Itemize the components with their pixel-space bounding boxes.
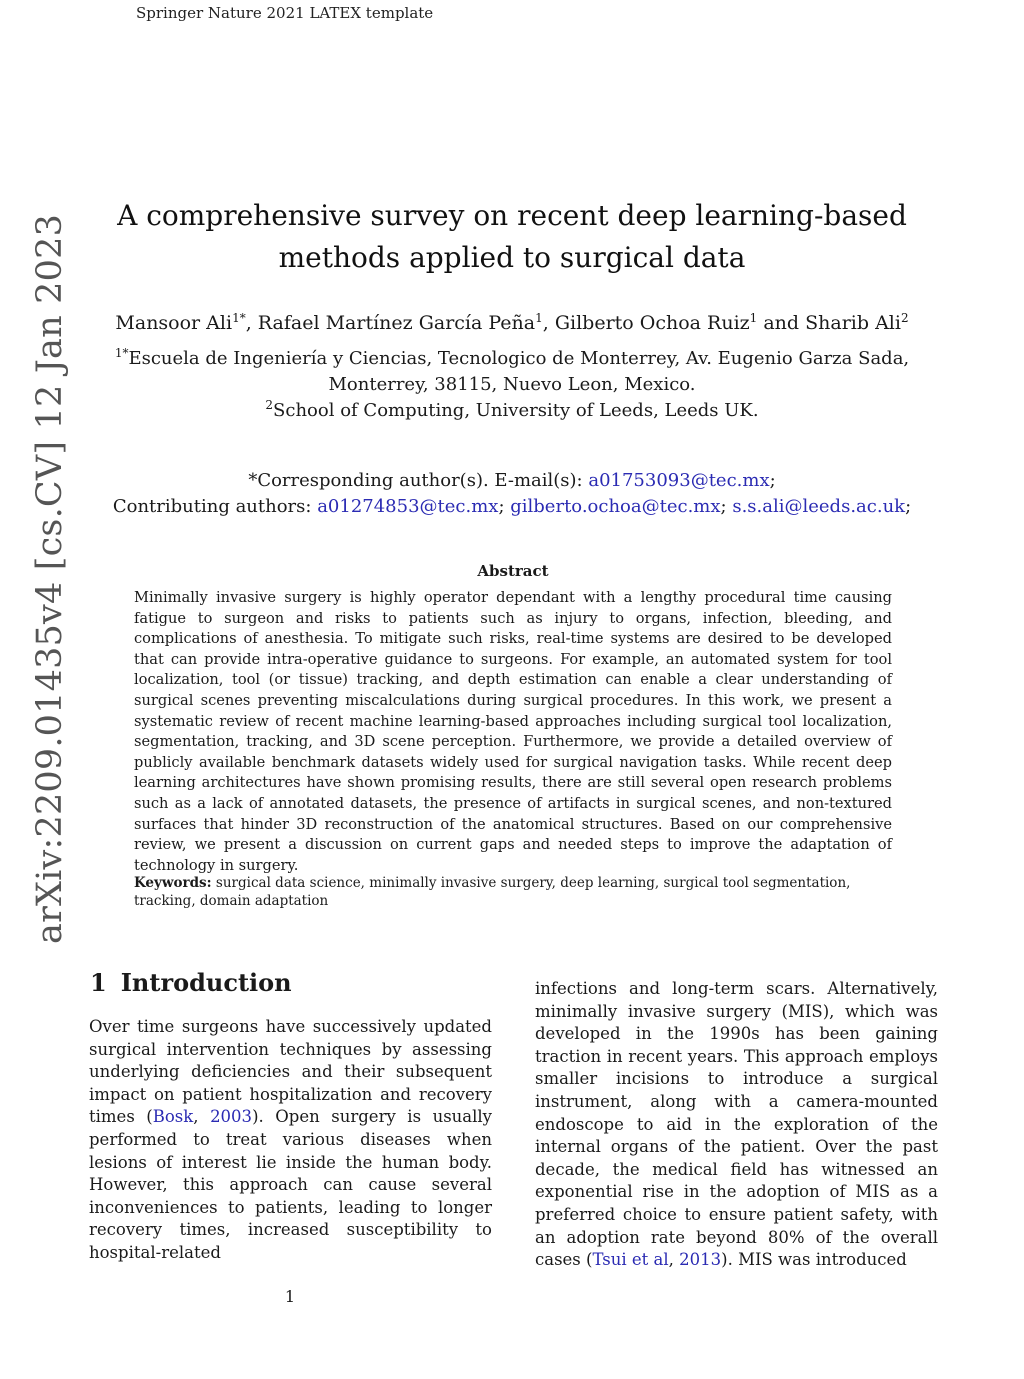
citation-separator: ,: [668, 1250, 680, 1270]
author-separator: ,: [245, 312, 258, 334]
section-title: Introduction: [120, 968, 292, 997]
author-name: Sharib Ali: [805, 312, 901, 334]
keywords-label: Keywords:: [134, 875, 212, 891]
contributing-email-link[interactable]: s.s.ali@leeds.ac.uk: [732, 496, 906, 517]
contact-block: [60, 468, 964, 520]
citation-link[interactable]: Tsui et al: [592, 1250, 669, 1270]
affil-mark: 1*: [114, 345, 129, 360]
author-affil-mark: 1: [749, 310, 758, 325]
keywords: [134, 874, 892, 910]
affil-text: Escuela de Ingeniería y Ciencias, Tecnologico de Monterrey, Av. Eugenio Garza Sada, Monterrey, 38115, Nuevo Leon, Mexico.: [128, 348, 910, 395]
author-list: [60, 309, 964, 337]
affiliations: [100, 346, 924, 424]
citation-link[interactable]: 2003: [210, 1107, 253, 1127]
email-separator: ;: [498, 496, 511, 517]
author-name: Rafael Martínez García Peña: [257, 312, 536, 334]
paper-title: A comprehensive survey on recent deep learning-based methods applied to surgical data: [117, 199, 907, 274]
contributing-authors-line: [60, 494, 964, 520]
author-name: Gilberto Ochoa Ruiz: [554, 312, 750, 334]
affiliation: [100, 398, 924, 424]
contributing-prefix: Contributing authors:: [112, 496, 318, 517]
citation-separator: ,: [193, 1107, 211, 1127]
citation-link[interactable]: Bosk: [152, 1107, 194, 1127]
corresponding-suffix: ;: [769, 470, 776, 491]
keywords-text: surgical data science, minimally invasive surgery, deep learning, surgical tool segmentation, tracking, domain adaptation: [134, 875, 851, 909]
affil-mark: 2: [265, 397, 274, 412]
intro-right-column: [535, 978, 938, 1272]
body-text: ). Open surgery is usually performed to treat various diseases when lesions of interest lie inside the human body. However, this approach can cause several inconveniences to patients, leading to longer recovery times, increased susceptibility to hospital-related: [89, 1107, 493, 1262]
contributing-email-link[interactable]: gilberto.ochoa@tec.mx: [510, 496, 721, 517]
affiliation: [100, 346, 924, 398]
contributing-suffix: ;: [905, 496, 912, 517]
arxiv-identifier: arXiv:2209.01435v4 [cs.CV] 12 Jan 2023: [30, 213, 70, 944]
citation-link[interactable]: 2013: [679, 1250, 722, 1270]
author-separator: and: [757, 312, 806, 334]
abstract-text: Minimally invasive surgery is highly operator dependant with a lengthy procedural time causing fatigue to surgeon and risks to patients such as injury to organs, infection, bleeding, and complications of anesthesia. To mitigate such risks, real-time systems are desired to be developed that can provide intra-operative guidance to surgeons. For example, an automated system for tool localization, tool (or tissue) tracking, and depth estimation can enable a clear understanding of surgical scenes preventing miscalculations during surgical procedures. In this work, we present a systematic review of recent machine learning-based approaches including surgical tool localization, segmentation, tracking, and 3D scene perception. Furthermore, we provide a detailed overview of publicly available benchmark datasets widely used for surgical navigation tasks. While recent deep learning architectures have shown promising results, there are still several open research problems such as a lack of annotated datasets, the presence of artifacts in surgical scenes, and non-textured surfaces that hinder 3D reconstruction of the anatomical structures. Based on our comprehensive review, we present a discussion on current gaps and needed steps to improve the adaptation of technology in surgery.: [134, 589, 892, 874]
author-name: Mansoor Ali: [115, 312, 233, 334]
corresponding-email-link[interactable]: a01753093@tec.mx: [588, 470, 770, 491]
abstract-heading: Abstract: [477, 562, 549, 580]
contributing-email-link[interactable]: a01274853@tec.mx: [317, 496, 499, 517]
author-affil-mark: 1: [535, 310, 543, 325]
running-header: Springer Nature 2021 LATEX template: [136, 4, 434, 22]
section-heading: [90, 968, 292, 997]
corresponding-author-line: [60, 468, 964, 494]
page-number: 1: [284, 1287, 296, 1306]
affil-text: School of Computing, University of Leeds, Leeds UK.: [273, 400, 759, 421]
author-affil-mark: 2: [900, 310, 909, 325]
corresponding-prefix: *Corresponding author(s). E-mail(s):: [248, 470, 589, 491]
email-separator: ;: [720, 496, 733, 517]
author-affil-mark: 1*: [232, 310, 246, 325]
body-text: infections and long-term scars. Alternatively, minimally invasive surgery (MIS), which was developed in the 1990s has been gaining traction in recent years. This approach employs smaller incisions to introduce a surgical instrument, along with a camera-mounted endoscope to aid in the exploration of the internal organs of the patient. Over the past decade, the medical field has witnessed an exponential rise in the adoption of MIS as a preferred choice to ensure patient safety, with an adoption rate beyond 80% of the overall cases (: [535, 979, 938, 1270]
body-text: ). MIS was introduced: [721, 1250, 907, 1270]
body-text: Over time surgeons have successively updated surgical intervention techniques by assessing underlying deficiencies and their subsequent impact on patient hospitalization and recovery times (: [89, 1017, 492, 1127]
author-separator: ,: [542, 312, 555, 334]
section-number: 1: [90, 968, 107, 997]
intro-left-column: [89, 1016, 492, 1265]
